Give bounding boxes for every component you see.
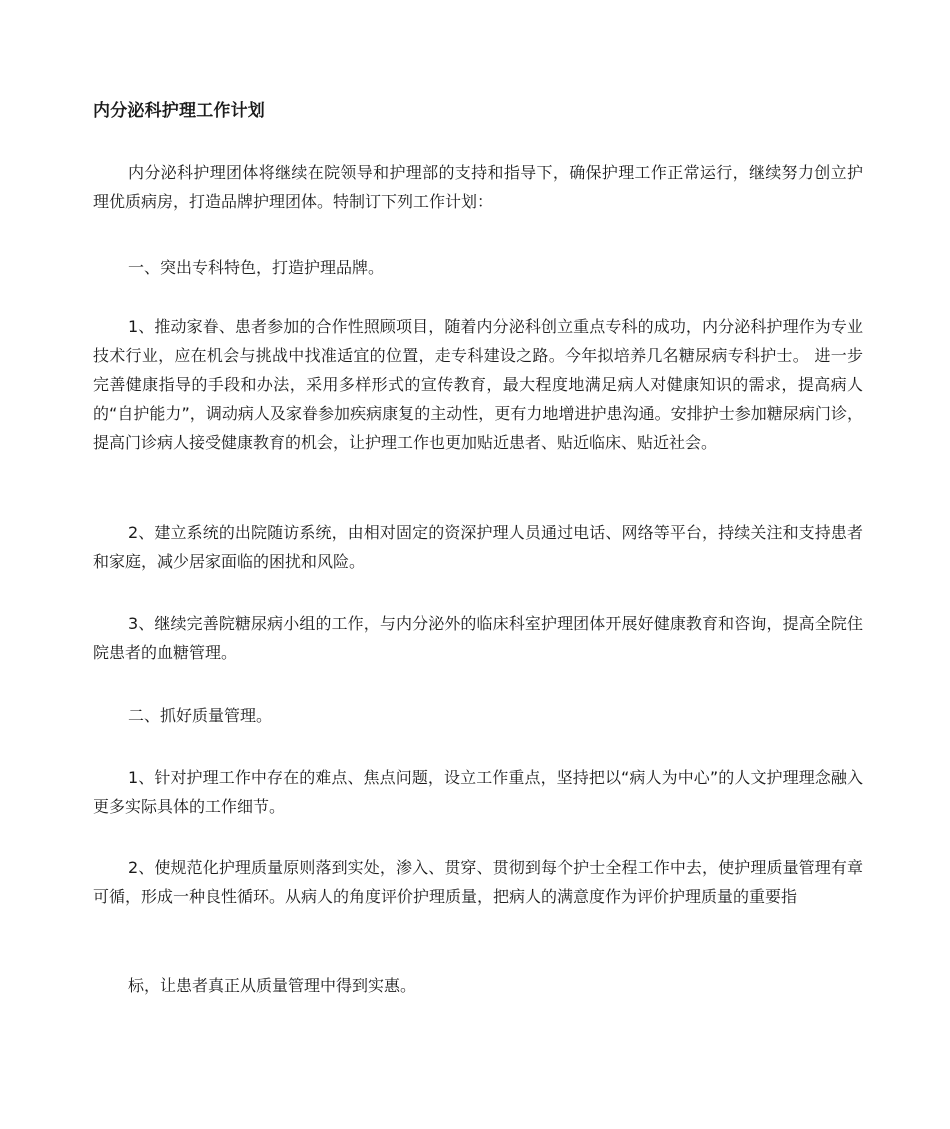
section-heading-2: 二、抓好质量管理。 bbox=[128, 706, 273, 725]
paragraph-1-1: 1、推动家眷、患者参加的合作性照顾项目，随着内分泌科创立重点专科的成功，内分泌科护理作为专业技术行业，应在机会与挑战中找准适宜的位置，走专科建设之路。今年拟培养几名糖尿病专科护士。 进一步完善健康指导的手段和办法，采用多样形式的宣传教育，最大程度地满足病人对健康知识的需求，提高病人的“自护能力”，调动病人及家眷参加疾病康复的主动性，更有力地增进护患沟通。安排护士参加糖尿病门诊，提高门诊病人接受健康教育的机会，让护理工作也更加贴近患者、贴近临床、贴近社会。 bbox=[93, 317, 863, 452]
paragraph-2-1: 1、针对护理工作中存在的难点、焦点问题，设立工作重点，坚持把以“病人为中心”的人文护理理念融入更多实际具体的工作细节。 bbox=[93, 768, 863, 816]
paragraph-2-2-continued: 标，让患者真正从质量管理中得到实惠。 bbox=[128, 976, 417, 995]
paragraph-2-2: 2、使规范化护理质量原则落到实处，渗入、贯穿、贯彻到每个护士全程工作中去，使护理质量管理有章可循，形成一种良性循环。从病人的角度评价护理质量，把病人的满意度作为评价护理质量的重要指 bbox=[93, 858, 863, 906]
document-title: 内分泌科护理工作计划 bbox=[93, 101, 265, 121]
section-heading-1: 一、突出专科特色，打造护理品牌。 bbox=[128, 258, 385, 277]
paragraph-1-3: 3、继续完善院糖尿病小组的工作，与内分泌外的临床科室护理团体开展好健康教育和咨询，提高全院住院患者的血糖管理。 bbox=[93, 614, 863, 662]
paragraph-1-2: 2、建立系统的出院随访系统，由相对固定的资深护理人员通过电话、网络等平台，持续关注和支持患者和家庭，减少居家面临的困扰和风险。 bbox=[93, 523, 863, 571]
paragraph-intro: 内分泌科护理团体将继续在院领导和护理部的支持和指导下，确保护理工作正常运行，继续努力创立护理优质病房，打造品牌护理团体。特制订下列工作计划： bbox=[93, 163, 863, 211]
